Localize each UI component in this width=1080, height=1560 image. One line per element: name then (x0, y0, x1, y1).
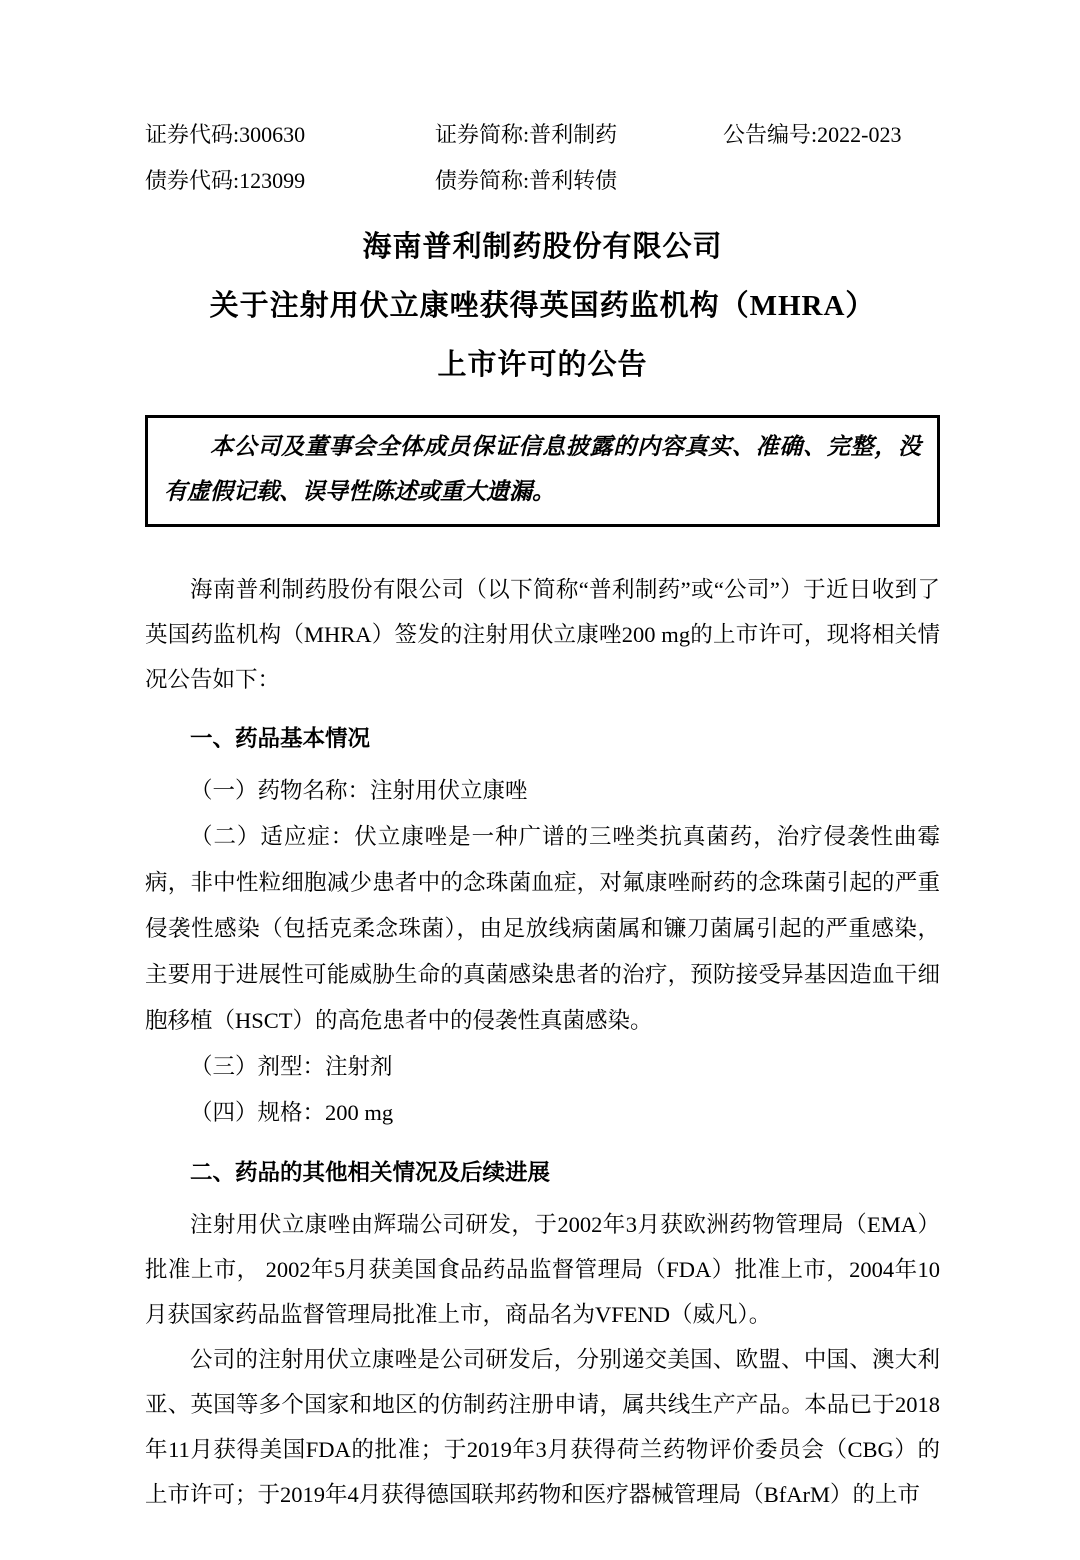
title-company-name: 海南普利制药股份有限公司 (362, 231, 723, 263)
document-body (145, 567, 940, 1517)
announcement-number: 公告编号:2022-023 (723, 122, 902, 147)
disclaimer-text: 本公司及董事会全体成员保证信息披露的内容真实、准确、完整，没有虚假记载、误导性陈述或重大遗漏。 (164, 434, 921, 504)
section1-item-dosage-form: （三）剂型：注射剂 (190, 1054, 393, 1079)
stock-code: 证券代码:300630 (145, 122, 306, 147)
bond-code: 债券代码:123099 (145, 168, 306, 193)
disclaimer-box (145, 415, 940, 527)
header-row-securities (145, 112, 940, 158)
section1-heading: 一、药品基本情况 (190, 726, 371, 751)
section2-paragraph-original-approvals: 注射用伏立康唑由辉瑞公司研发，于2002年3月获欧洲药物管理局（EMA）批准上市， 2002年5月获美国食品药品监督管理局（FDA）批准上市，2004年10月获国家药品监督管理局批准上市，商品名为VFEND（威凡）。 (145, 1212, 940, 1327)
spacer (145, 1136, 940, 1140)
document-header (145, 112, 940, 204)
header-row-bonds (145, 158, 940, 204)
title-announcement-type: 上市许可的公告 (437, 349, 648, 381)
section2-heading: 二、药品的其他相关情况及后续进展 (190, 1160, 551, 1185)
section1-item-drug-name: （一）药物名称：注射用伏立康唑 (190, 778, 528, 803)
bond-name: 债券简称:普利转债 (435, 168, 618, 193)
spacer (145, 702, 940, 706)
section1-item-indications: （二）适应症：伏立康唑是一种广谱的三唑类抗真菌药，治疗侵袭性曲霉病，非中性粒细胞减少患者中的念珠菌血症，对氟康唑耐药的念珠菌引起的严重侵袭性感染（包括克柔念珠菌），由足放线病菌属和镰刀菌属引起的严重感染，主要用于进展性可能威胁生命的真菌感染患者的治疗，预防接受异基因造血干细胞移植（HSCT）的高危患者中的侵袭性真菌感染。 (145, 824, 940, 1033)
document-title (145, 218, 940, 395)
header-empty-cell (723, 158, 940, 204)
title-subject-line: 关于注射用伏立康唑获得英国药监机构（MHRA） (209, 290, 876, 322)
section1-item-specification: （四）规格：200 mg (190, 1100, 394, 1125)
stock-name: 证券简称:普利制药 (435, 122, 618, 147)
intro-paragraph: 海南普利制药股份有限公司（以下简称“普利制药”或“公司”）于近日收到了英国药监机构（MHRA）签发的注射用伏立康唑200 mg的上市许可，现将相关情况公告如下： (145, 577, 940, 692)
section2-paragraph-company-approvals: 公司的注射用伏立康唑是公司研发后，分别递交美国、欧盟、中国、澳大利亚、英国等多个国家和地区的仿制药注册申请，属共线生产产品。本品已于2018年11月获得美国FDA的批准；于2019年3月获得荷兰药物评价委员会（CBG）的上市许可；于2019年4月获得德国联邦药物和医疗器械管理局（BfArM）的上市 (145, 1347, 940, 1507)
